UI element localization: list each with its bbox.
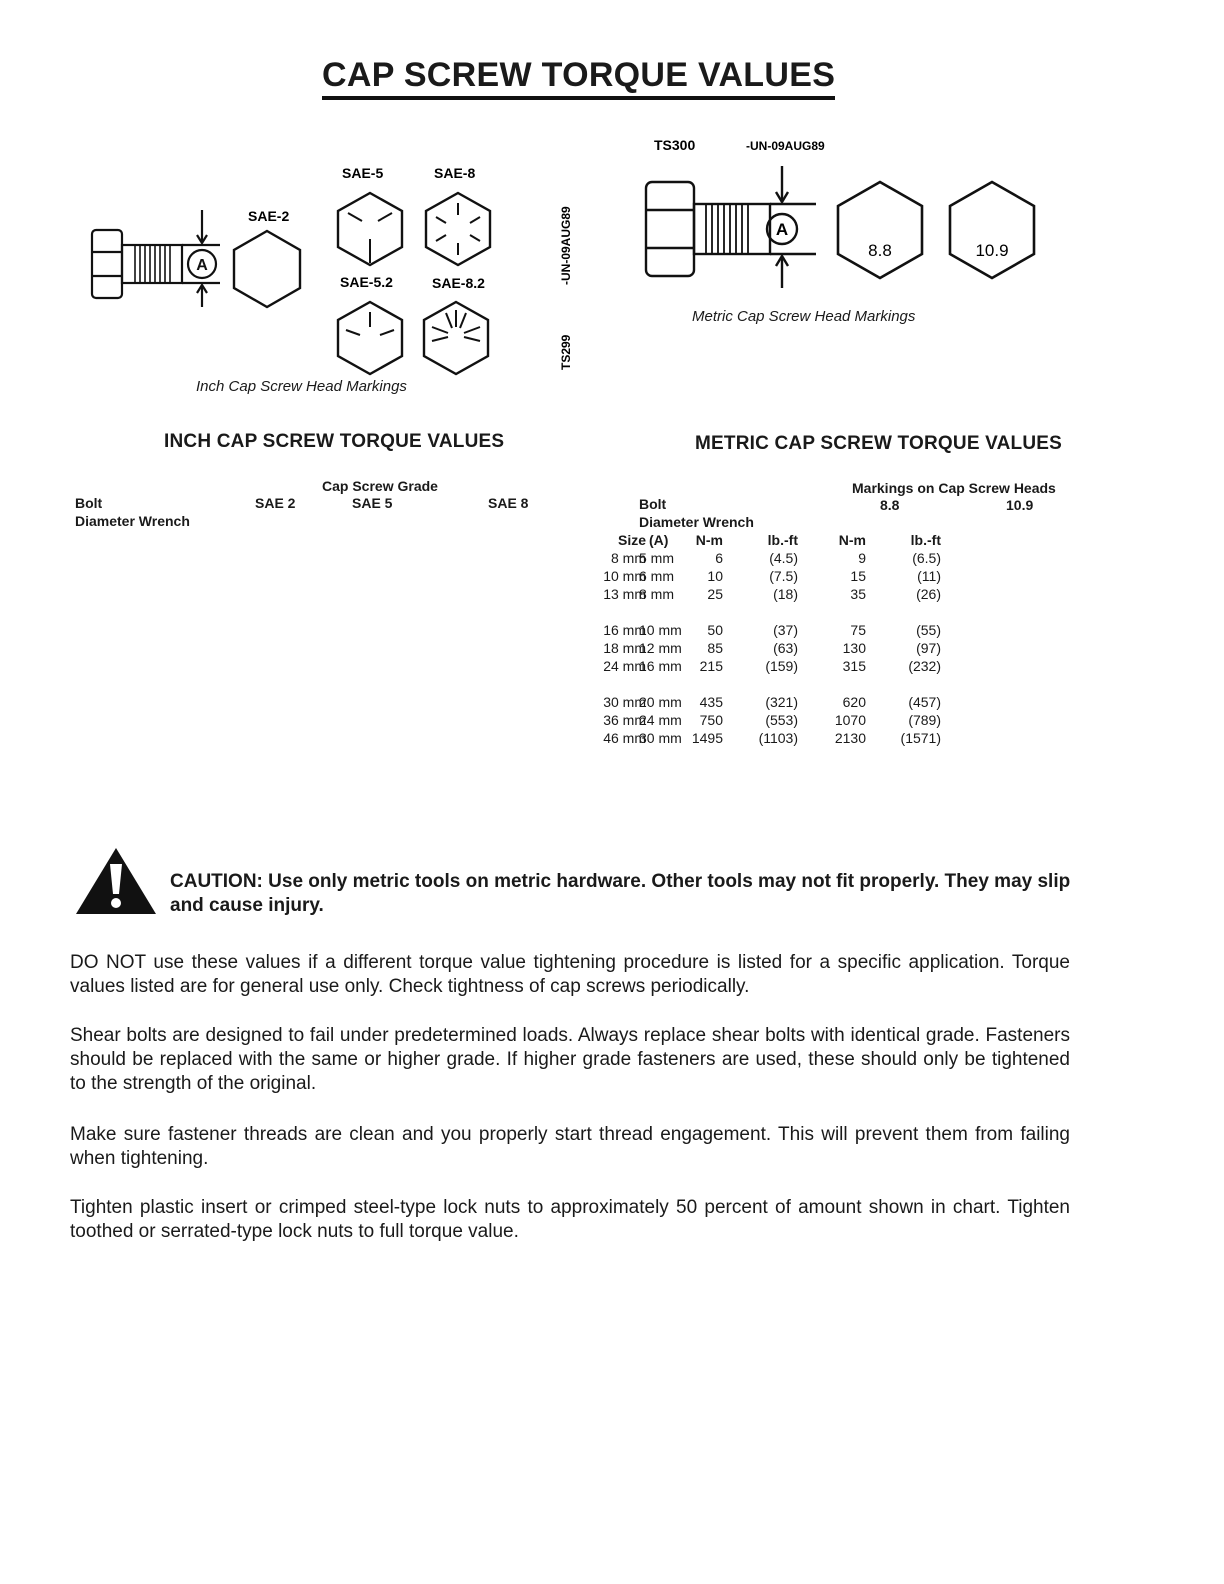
- table-cell: 8 mm: [639, 586, 674, 602]
- table-cell: 9: [858, 550, 866, 566]
- table-cell: (63): [773, 640, 798, 656]
- metric-109-label: 10.9: [975, 241, 1009, 260]
- table-cell: (553): [765, 712, 798, 728]
- table-cell: (6.5): [912, 550, 941, 566]
- metric-diam-label: Diameter Wrench: [639, 514, 754, 530]
- table-cell: (26): [916, 586, 941, 602]
- table-cell: 1070: [834, 712, 866, 728]
- table-cell: 16 mm: [603, 622, 646, 638]
- table-cell: 24 mm: [639, 712, 682, 728]
- inch-code-ts: TS299: [559, 334, 573, 370]
- table-cell: 24 mm: [603, 658, 646, 674]
- table-cell: (97): [916, 640, 941, 656]
- metric-col-header-3: lb.-ft: [767, 532, 798, 548]
- table-cell: (37): [773, 622, 798, 638]
- table-cell: 25: [707, 586, 723, 602]
- sae5-label: SAE-5: [342, 165, 384, 181]
- metric-col-header-0: (A): [649, 532, 669, 548]
- table-cell: 5 mm: [639, 550, 674, 566]
- table-cell: 6: [715, 550, 723, 566]
- table-cell: 2130: [834, 730, 866, 746]
- sae52-label: SAE-5.2: [340, 274, 393, 290]
- table-cell: 12 mm: [639, 640, 682, 656]
- table-cell: (18): [773, 586, 798, 602]
- metric-109-header: 10.9: [1006, 497, 1034, 513]
- table-cell: 16 mm: [639, 658, 682, 674]
- metric-col-header-1: Size: [617, 532, 646, 548]
- inch-diam-label: Diameter Wrench: [75, 513, 190, 529]
- table-cell: 36 mm: [603, 712, 646, 728]
- table-cell: (1571): [900, 730, 941, 746]
- table-cell: 18 mm: [603, 640, 646, 656]
- paragraph-torque-general: DO NOT use these values if a different torque value tightening procedure is listed for a specific application. Torque values listed are for general use only. Check tightness of cap screws periodically.: [70, 952, 1070, 997]
- inch-sae8-header: SAE 8: [488, 495, 529, 511]
- inch-table-heading: INCH CAP SCREW TORQUE VALUES: [164, 431, 505, 452]
- table-cell: 10 mm: [639, 622, 682, 638]
- table-cell: (457): [908, 694, 941, 710]
- inch-code-un: -UN-09AUG89: [559, 206, 573, 285]
- table-cell: 46 mm: [603, 730, 646, 746]
- metric-88-header: 8.8: [880, 497, 900, 513]
- metric-88-label: 8.8: [868, 241, 892, 260]
- table-cell: 13 mm: [603, 586, 646, 602]
- warning-triangle-icon: [74, 846, 158, 916]
- caution-text: CAUTION: Use only metric tools on metric hardware. Other tools may not fit properly. They may slip and cause injury.: [170, 871, 1071, 916]
- inch-sae2-header: SAE 2: [255, 495, 296, 511]
- table-cell: 30 mm: [639, 730, 682, 746]
- sae2-label: SAE-2: [248, 208, 290, 224]
- table-cell: 750: [699, 712, 723, 728]
- table-cell: (11): [917, 568, 941, 584]
- paragraph-lock-nuts: Tighten plastic insert or crimped steel-type lock nuts to approximately 50 percent of amount shown in chart. Tighten toothed or serrated-type lock nuts to full torque value.: [70, 1197, 1070, 1242]
- table-cell: (7.5): [769, 568, 798, 584]
- table-cell: (4.5): [769, 550, 798, 566]
- paragraph-shear-bolts: Shear bolts are designed to fail under predetermined loads. Always replace shear bolts with identical grade. Fasteners should be replaced with the same or higher grade. If higher grade fasteners are used, these should only be tightened to the strength of the original.: [70, 1025, 1070, 1094]
- table-cell: 10 mm: [603, 568, 646, 584]
- table-cell: 435: [699, 694, 723, 710]
- paragraph-threads: Make sure fastener threads are clean and you properly start thread engagement. This will prevent them from failing when tightening.: [70, 1124, 1070, 1169]
- table-cell: (159): [765, 658, 798, 674]
- table-cell: 6 mm: [639, 568, 674, 584]
- table-cell: 15: [850, 568, 866, 584]
- metric-col-header-2: N-m: [695, 532, 723, 548]
- inch-grade-header: Cap Screw Grade: [322, 478, 438, 494]
- table-cell: 30 mm: [603, 694, 646, 710]
- table-cell: (55): [916, 622, 941, 638]
- inch-bolt-label: Bolt: [75, 495, 103, 511]
- table-cell: 130: [842, 640, 866, 656]
- metric-figure-caption: Metric Cap Screw Head Markings: [692, 308, 916, 325]
- metric-code-un: -UN-09AUG89: [746, 139, 825, 153]
- table-cell: 620: [842, 694, 866, 710]
- table-cell: 35: [850, 586, 866, 602]
- table-cell: 8 mm: [611, 550, 646, 566]
- inch-sae5-header: SAE 5: [352, 495, 393, 511]
- metric-code-ts: TS300: [654, 137, 696, 153]
- inch-a-label: A: [196, 257, 208, 274]
- table-cell: (232): [908, 658, 941, 674]
- table-cell: (321): [765, 694, 798, 710]
- sae82-label: SAE-8.2: [432, 275, 485, 291]
- metric-a-label: A: [775, 220, 789, 239]
- table-cell: 75: [850, 622, 866, 638]
- metric-bolt-label: Bolt: [639, 496, 667, 512]
- table-cell: (789): [908, 712, 941, 728]
- metric-torque-table: [0, 0, 1100, 820]
- table-cell: 215: [699, 658, 723, 674]
- table-cell: 315: [842, 658, 866, 674]
- page-title: CAP SCREW TORQUE VALUES: [322, 54, 835, 100]
- table-cell: 1495: [691, 730, 723, 746]
- metric-col-header-5: lb.-ft: [910, 532, 941, 548]
- metric-col-header-4: N-m: [838, 532, 866, 548]
- metric-markings-header: Markings on Cap Screw Heads: [852, 480, 1056, 496]
- table-cell: 85: [707, 640, 723, 656]
- metric-table-heading: METRIC CAP SCREW TORQUE VALUES: [695, 433, 1063, 454]
- inch-figure-caption: Inch Cap Screw Head Markings: [196, 378, 407, 395]
- sae8-label: SAE-8: [434, 165, 476, 181]
- table-cell: (1103): [758, 730, 798, 746]
- table-cell: 20 mm: [639, 694, 682, 710]
- table-cell: 10: [707, 568, 723, 584]
- table-cell: 50: [707, 622, 723, 638]
